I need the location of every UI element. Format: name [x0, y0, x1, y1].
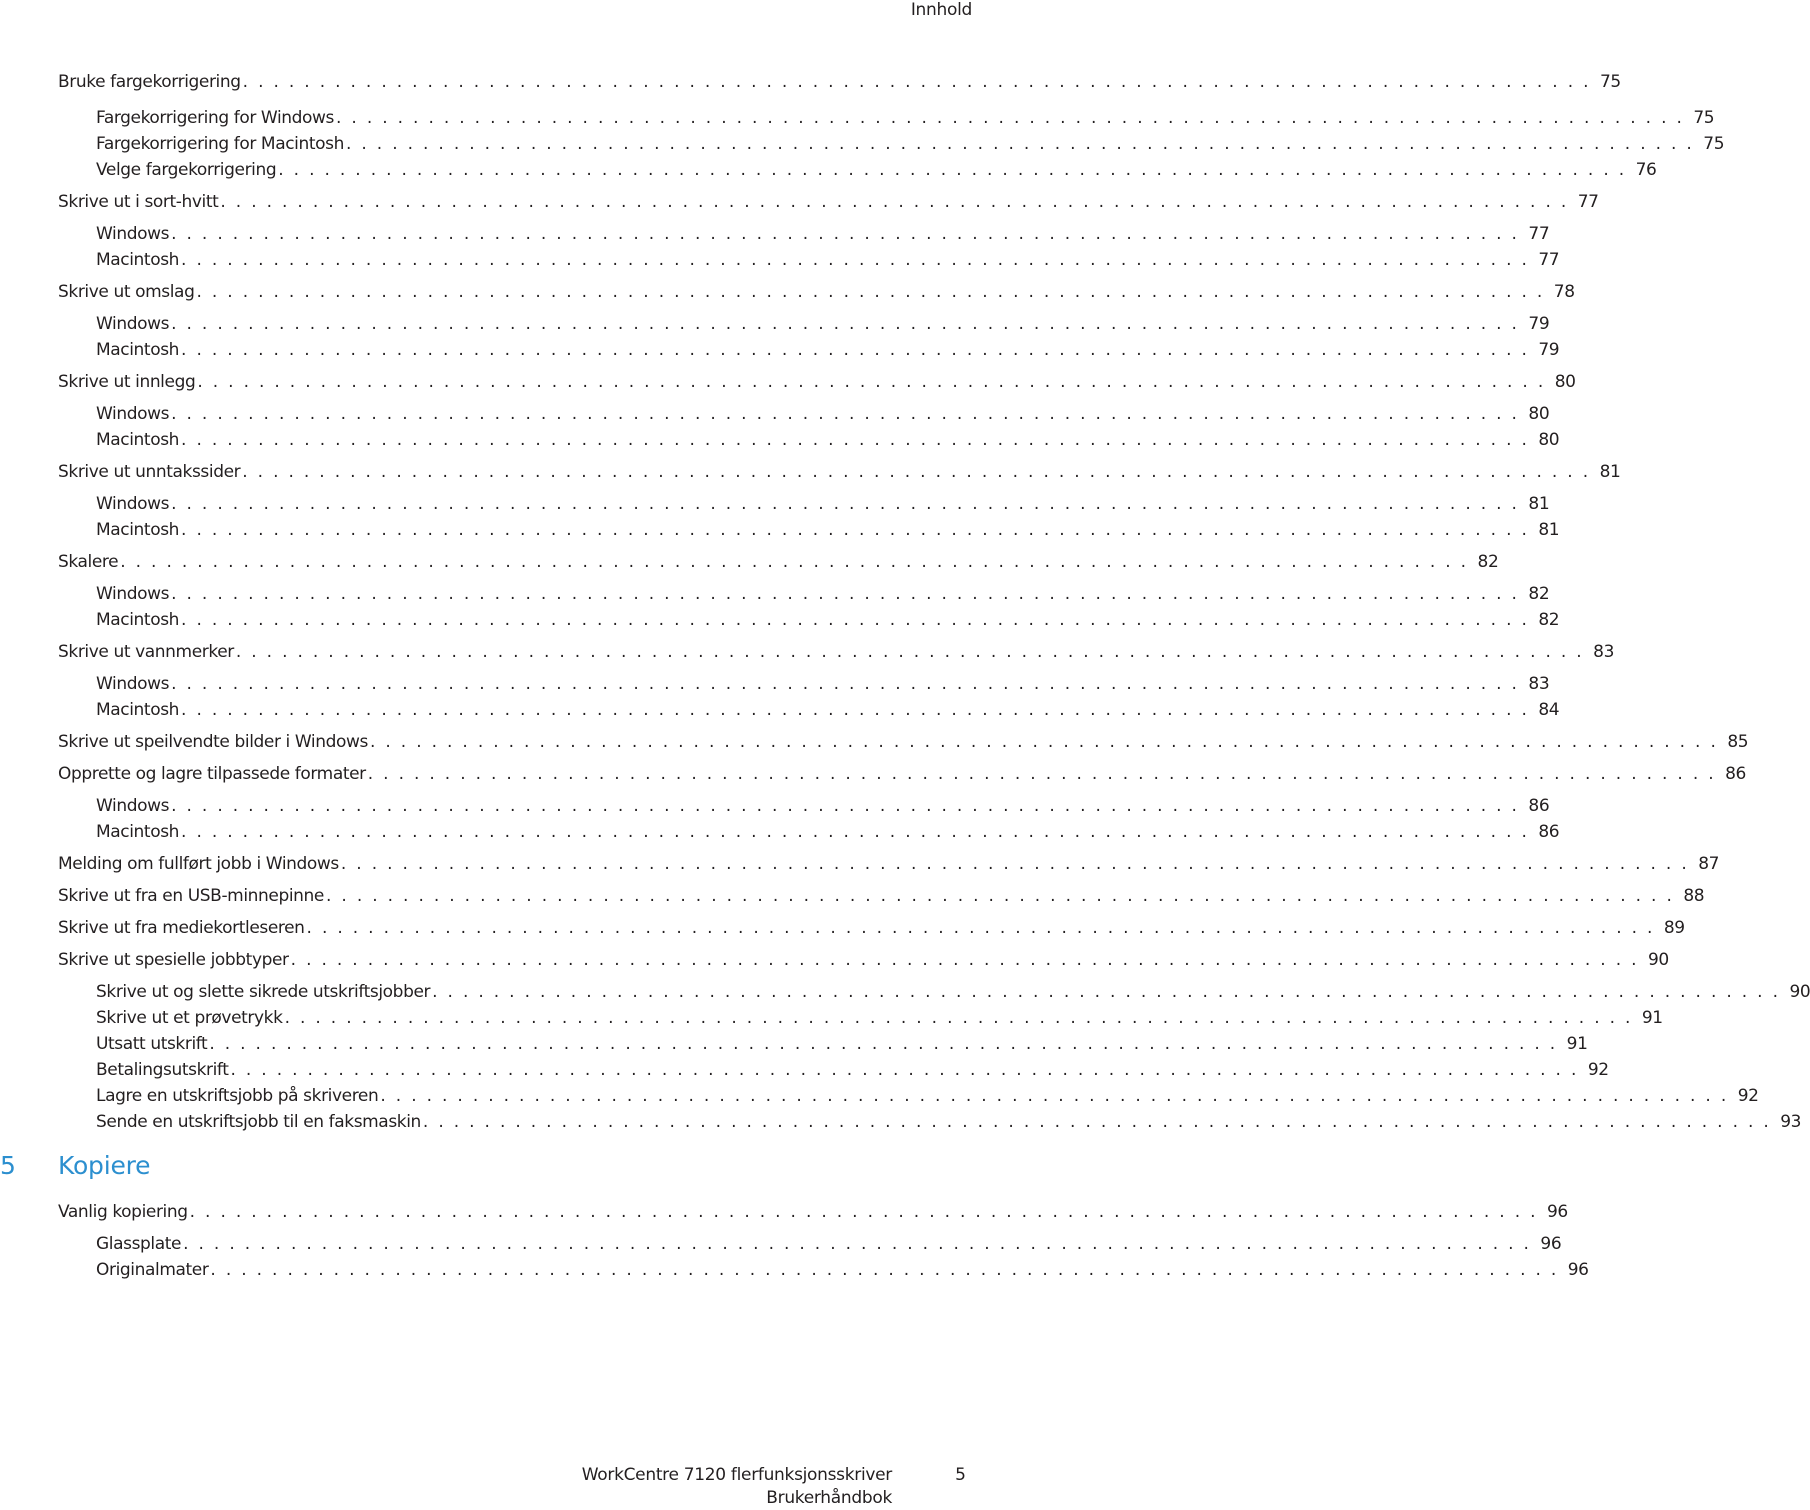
toc-entry-title: Skrive ut i sort-hvitt — [58, 192, 219, 212]
toc-entry[interactable] — [58, 730, 1749, 754]
toc-page-number: 82 — [1538, 610, 1560, 630]
toc-entry[interactable] — [58, 884, 1705, 908]
dot-leader: . . . . . . . . . . . . . . . . . . . . . . . . . . . . . . . . . . . . . . . . . . . . . . . . . . . . . . . . . . . . . . . . . . . . . . . . . . . . . . . . . . . . . . . . — [340, 854, 1690, 874]
dot-leader: . . . . . . . . . . . . . . . . . . . . . . . . . . . . . . . . . . . . . . . . . . . . . . . . . . . . . . . . . . . . . . . . . . . . . . . . . . . . . . . . . . . . . . . . — [183, 1234, 1532, 1254]
toc-entry[interactable] — [96, 402, 1550, 426]
dot-leader: . . . . . . . . . . . . . . . . . . . . . . . . . . . . . . . . . . . . . . . . . . . . . . . . . . . . . . . . . . . . . . . . . . . . . . . . . . . . . . . . . . . . . . . . — [210, 1260, 1559, 1280]
toc-page-number: 93 — [1780, 1112, 1802, 1132]
toc-entry[interactable] — [96, 492, 1550, 516]
chapter-title: Kopiere — [58, 1151, 151, 1180]
toc-entry[interactable] — [58, 948, 1669, 972]
toc-page-number: 88 — [1683, 886, 1705, 906]
dot-leader: . . . . . . . . . . . . . . . . . . . . . . . . . . . . . . . . . . . . . . . . . . . . . . . . . . . . . . . . . . . . . . . . . . . . . . . . . . . . . . . . . . . . . . . . — [171, 796, 1520, 816]
toc-entry[interactable] — [58, 280, 1575, 304]
dot-leader: . . . . . . . . . . . . . . . . . . . . . . . . . . . . . . . . . . . . . . . . . . . . . . . . . . . . . . . . . . . . . . . . . . . . . . . . . . . . . . . . . . . . . . . . — [235, 642, 1585, 662]
dot-leader: . . . . . . . . . . . . . . . . . . . . . . . . . . . . . . . . . . . . . . . . . . . . . . . . . . . . . . . . . . . . . . . . . . . . . . . . . . . . . . . . . . . . . . . . — [181, 700, 1530, 720]
chapter-number: 5 — [0, 1151, 16, 1180]
dot-leader: . . . . . . . . . . . . . . . . . . . . . . . . . . . . . . . . . . . . . . . . . . . . . . . . . . . . . . . . . . . . . . . . . . . . . . . . . . . . . . . . . . . . . . . . — [181, 430, 1530, 450]
toc-page-number: 80 — [1554, 372, 1576, 392]
toc-entry-title: Skrive ut innlegg — [58, 372, 196, 392]
toc-page-number: 81 — [1599, 462, 1621, 482]
footer — [392, 1464, 892, 1510]
toc-page-number: 82 — [1477, 552, 1499, 572]
toc-entry-title: Bruke fargekorrigering — [58, 72, 241, 92]
toc-entry[interactable] — [96, 672, 1550, 696]
toc-page-number: 90 — [1789, 982, 1810, 1002]
toc-entry-title: Skrive ut fra en USB-minnepinne — [58, 886, 324, 906]
toc-entry-title: Betalingsutskrift — [96, 1060, 229, 1080]
toc-page-number: 81 — [1528, 494, 1550, 514]
toc-entry-title: Originalmater — [96, 1260, 209, 1280]
footer-page-number: 5 — [955, 1465, 966, 1485]
dot-leader: . . . . . . . . . . . . . . . . . . . . . . . . . . . . . . . . . . . . . . . . . . . . . . . . . . . . . . . . . . . . . . . . . . . . . . . . . . . . . . . . . . . . . . . . — [120, 552, 1469, 572]
toc-page-number: 79 — [1528, 314, 1550, 334]
toc-entry[interactable] — [58, 190, 1599, 214]
toc-page-number: 76 — [1635, 160, 1657, 180]
toc-entry-title: Skalere — [58, 552, 119, 572]
toc-entry[interactable] — [58, 70, 1621, 94]
dot-leader: . . . . . . . . . . . . . . . . . . . . . . . . . . . . . . . . . . . . . . . . . . . . . . . . . . . . . . . . . . . . . . . . . . . . . . . . . . . . . . . . . . . . . . . . — [336, 108, 1685, 128]
dot-leader: . . . . . . . . . . . . . . . . . . . . . . . . . . . . . . . . . . . . . . . . . . . . . . . . . . . . . . . . . . . . . . . . . . . . . . . . . . . . . . . . . . . . . . . . — [171, 584, 1520, 604]
toc-entry-title: Windows — [96, 494, 170, 514]
toc-entry[interactable] — [58, 762, 1746, 786]
toc-entry-title: Skrive ut spesielle jobbtyper — [58, 950, 289, 970]
toc-page-number: 77 — [1538, 250, 1560, 270]
toc-page-number: 75 — [1599, 72, 1621, 92]
dot-leader: . . . . . . . . . . . . . . . . . . . . . . . . . . . . . . . . . . . . . . . . . . . . . . . . . . . . . . . . . . . . . . . . . . . . . . . . . . . . . . . . . . . . . . . . — [171, 494, 1520, 514]
toc-page-number: 91 — [1641, 1008, 1663, 1028]
dot-leader: . . . . . . . . . . . . . . . . . . . . . . . . . . . . . . . . . . . . . . . . . . . . . . . . . . . . . . . . . . . . . . . . . . . . . . . . . . . . . . . . . . . . . . . . — [171, 674, 1520, 694]
toc-page-number: 91 — [1566, 1034, 1588, 1054]
toc-entry-title: Macintosh — [96, 250, 180, 270]
dot-leader: . . . . . . . . . . . . . . . . . . . . . . . . . . . . . . . . . . . . . . . . . . . . . . . . . . . . . . . . . . . . . . . . . . . . . . . . . . . . . . . . . . . . . . . . — [345, 134, 1695, 154]
toc-page-number: 85 — [1727, 732, 1749, 752]
toc-entry-title: Skrive ut vannmerker — [58, 642, 234, 662]
dot-leader: . . . . . . . . . . . . . . . . . . . . . . . . . . . . . . . . . . . . . . . . . . . . . . . . . . . . . . . . . . . . . . . . . . . . . . . . . . . . . . . . . . . . . . . . — [284, 1008, 1633, 1028]
dot-leader: . . . . . . . . . . . . . . . . . . . . . . . . . . . . . . . . . . . . . . . . . . . . . . . . . . . . . . . . . . . . . . . . . . . . . . . . . . . . . . . . . . . . . . . . — [242, 72, 1591, 92]
toc-entry-title: Melding om fullført jobb i Windows — [58, 854, 339, 874]
dot-leader: . . . . . . . . . . . . . . . . . . . . . . . . . . . . . . . . . . . . . . . . . . . . . . . . . . . . . . . . . . . . . . . . . . . . . . . . . . . . . . . . . . . . . . . . — [220, 192, 1569, 212]
toc-page-number: 96 — [1546, 1202, 1568, 1222]
toc-entry[interactable] — [96, 1232, 1562, 1256]
toc-page-number: 84 — [1538, 700, 1560, 720]
toc-entry[interactable] — [58, 460, 1621, 484]
toc-entry-title: Macintosh — [96, 700, 180, 720]
toc-entry-title: Macintosh — [96, 610, 180, 630]
toc-entry[interactable] — [58, 1200, 1568, 1224]
dot-leader: . . . . . . . . . . . . . . . . . . . . . . . . . . . . . . . . . . . . . . . . . . . . . . . . . . . . . . . . . . . . . . . . . . . . . . . . . . . . . . . . . . . . . . . . — [181, 250, 1530, 270]
toc-page-number: 92 — [1587, 1060, 1609, 1080]
toc-page-number: 81 — [1538, 520, 1560, 540]
toc-entry[interactable] — [96, 698, 1560, 722]
toc-page-number: 82 — [1528, 584, 1550, 604]
toc-entry[interactable] — [58, 852, 1720, 876]
toc-entry[interactable] — [96, 248, 1560, 272]
toc-entry-title: Windows — [96, 674, 170, 694]
dot-leader: . . . . . . . . . . . . . . . . . . . . . . . . . . . . . . . . . . . . . . . . . . . . . . . . . . . . . . . . . . . . . . . . . . . . . . . . . . . . . . . . . . . . . . . . — [326, 886, 1675, 906]
toc-page-number: 92 — [1737, 1086, 1759, 1106]
toc-entry-title: Vanlig kopiering — [58, 1202, 188, 1222]
toc-page-number: 77 — [1577, 192, 1599, 212]
toc-page-number: 96 — [1540, 1234, 1562, 1254]
toc-page-number: 75 — [1693, 108, 1715, 128]
dot-leader: . . . . . . . . . . . . . . . . . . . . . . . . . . . . . . . . . . . . . . . . . . . . . . . . . . . . . . . . . . . . . . . . . . . . . . . . . . . . . . . . . . . . . . . . — [230, 1060, 1579, 1080]
toc-entry-title: Skrive ut omslag — [58, 282, 195, 302]
footer-product: WorkCentre 7120 flerfunksjonsskriver — [581, 1465, 892, 1485]
toc-entry-title: Glassplate — [96, 1234, 182, 1254]
toc-entry-title: Sende en utskriftsjobb til en faksmaskin — [96, 1112, 421, 1132]
toc-entry[interactable] — [96, 106, 1715, 130]
toc-entry-title: Lagre en utskriftsjobb på skriveren — [96, 1086, 379, 1106]
toc-entry[interactable] — [96, 820, 1560, 844]
toc-entry-title: Windows — [96, 224, 170, 244]
toc-entry[interactable] — [96, 608, 1560, 632]
toc-entry[interactable] — [58, 550, 1499, 574]
dot-leader: . . . . . . . . . . . . . . . . . . . . . . . . . . . . . . . . . . . . . . . . . . . . . . . . . . . . . . . . . . . . . . . . . . . . . . . . . . . . . . . . . . . . . . . . — [369, 732, 1719, 752]
dot-leader: . . . . . . . . . . . . . . . . . . . . . . . . . . . . . . . . . . . . . . . . . . . . . . . . . . . . . . . . . . . . . . . . . . . . . . . . . . . . . . . . . . . . . . . . — [181, 340, 1530, 360]
dot-leader: . . . . . . . . . . . . . . . . . . . . . . . . . . . . . . . . . . . . . . . . . . . . . . . . . . . . . . . . . . . . . . . . . . . . . . . . . . . . . . . . . . . . . . . . — [189, 1202, 1538, 1222]
toc-page-number: 79 — [1538, 340, 1560, 360]
toc-page-number: 78 — [1553, 282, 1575, 302]
toc-entry-title: Opprette og lagre tilpassede formater — [58, 764, 366, 784]
toc-entry[interactable] — [96, 222, 1550, 246]
toc-entry[interactable] — [96, 132, 1725, 156]
toc-entry-title: Windows — [96, 584, 170, 604]
toc-entry-title: Utsatt utskrift — [96, 1034, 208, 1054]
dot-leader: . . . . . . . . . . . . . . . . . . . . . . . . . . . . . . . . . . . . . . . . . . . . . . . . . . . . . . . . . . . . . . . . . . . . . . . . . . . . . . . . . . . . . . . . — [181, 520, 1530, 540]
toc-entry-title: Velge fargekorrigering — [96, 160, 277, 180]
toc-page-number: 77 — [1528, 224, 1550, 244]
toc-page-number: 83 — [1528, 674, 1550, 694]
toc-entry[interactable] — [96, 518, 1560, 542]
toc-entry-title: Macintosh — [96, 430, 180, 450]
toc-page-number: 80 — [1538, 430, 1560, 450]
dot-leader: . . . . . . . . . . . . . . . . . . . . . . . . . . . . . . . . . . . . . . . . . . . . . . . . . . . . . . . . . . . . . . . . . . . . . . . . . . . . . . . . . . . . . . . . — [422, 1112, 1772, 1132]
toc-entry-title: Skrive ut unntakssider — [58, 462, 241, 482]
toc-entry[interactable] — [96, 428, 1560, 452]
dot-leader: . . . . . . . . . . . . . . . . . . . . . . . . . . . . . . . . . . . . . . . . . . . . . . . . . . . . . . . . . . . . . . . . . . . . . . . . . . . . . . . . . . . . . . . . — [171, 404, 1520, 424]
toc-page-number: 90 — [1647, 950, 1669, 970]
dot-leader: . . . . . . . . . . . . . . . . . . . . . . . . . . . . . . . . . . . . . . . . . . . . . . . . . . . . . . . . . . . . . . . . . . . . . . . . . . . . . . . . . . . . . . . . — [380, 1086, 1729, 1106]
toc-entry-title: Windows — [96, 314, 170, 334]
toc-entry-title: Fargekorrigering for Macintosh — [96, 134, 344, 154]
dot-leader: . . . . . . . . . . . . . . . . . . . . . . . . . . . . . . . . . . . . . . . . . . . . . . . . . . . . . . . . . . . . . . . . . . . . . . . . . . . . . . . . . . . . . . . . — [432, 982, 1781, 1002]
toc-entry-title: Macintosh — [96, 822, 180, 842]
toc-entry[interactable] — [96, 1006, 1663, 1030]
toc-page-number: 96 — [1567, 1260, 1589, 1280]
toc-page-number: 75 — [1703, 134, 1725, 154]
toc-page-number: 83 — [1593, 642, 1615, 662]
toc-entry[interactable] — [58, 370, 1576, 394]
toc-entry[interactable] — [58, 916, 1685, 940]
dot-leader: . . . . . . . . . . . . . . . . . . . . . . . . . . . . . . . . . . . . . . . . . . . . . . . . . . . . . . . . . . . . . . . . . . . . . . . . . . . . . . . . . . . . . . . . — [278, 160, 1627, 180]
toc-entry[interactable] — [96, 1110, 1802, 1134]
toc-entry[interactable] — [96, 794, 1550, 818]
toc-page-number: 89 — [1663, 918, 1685, 938]
toc-page-number: 86 — [1725, 764, 1746, 784]
toc-entry-title: Skrive ut fra mediekortleseren — [58, 918, 305, 938]
dot-leader: . . . . . . . . . . . . . . . . . . . . . . . . . . . . . . . . . . . . . . . . . . . . . . . . . . . . . . . . . . . . . . . . . . . . . . . . . . . . . . . . . . . . . . . . — [209, 1034, 1558, 1054]
toc-entry[interactable] — [96, 582, 1550, 606]
footer-guide: Brukerhåndbok — [766, 1488, 892, 1508]
toc-entry[interactable] — [96, 980, 1810, 1004]
toc-page-number: 86 — [1538, 822, 1560, 842]
toc-page-number: 87 — [1698, 854, 1720, 874]
toc-entry[interactable] — [96, 338, 1560, 362]
dot-leader: . . . . . . . . . . . . . . . . . . . . . . . . . . . . . . . . . . . . . . . . . . . . . . . . . . . . . . . . . . . . . . . . . . . . . . . . . . . . . . . . . . . . . . . . — [197, 372, 1546, 392]
toc-entry[interactable] — [96, 158, 1657, 182]
toc-entry-title: Skrive ut et prøvetrykk — [96, 1008, 283, 1028]
toc-entry[interactable] — [96, 1032, 1588, 1056]
dot-leader: . . . . . . . . . . . . . . . . . . . . . . . . . . . . . . . . . . . . . . . . . . . . . . . . . . . . . . . . . . . . . . . . . . . . . . . . . . . . . . . . . . . . . . . . — [171, 224, 1520, 244]
toc-entry-title: Skrive ut og slette sikrede utskriftsjobber — [96, 982, 431, 1002]
toc-page-number: 86 — [1528, 796, 1550, 816]
dot-leader: . . . . . . . . . . . . . . . . . . . . . . . . . . . . . . . . . . . . . . . . . . . . . . . . . . . . . . . . . . . . . . . . . . . . . . . . . . . . . . . . . . . . . . . . — [306, 918, 1655, 938]
dot-leader: . . . . . . . . . . . . . . . . . . . . . . . . . . . . . . . . . . . . . . . . . . . . . . . . . . . . . . . . . . . . . . . . . . . . . . . . . . . . . . . . . . . . . . . . — [290, 950, 1639, 970]
chapter-heading[interactable] — [0, 1150, 600, 1182]
toc-entry-title: Macintosh — [96, 520, 180, 540]
toc-entry-title: Skrive ut speilvendte bilder i Windows — [58, 732, 368, 752]
dot-leader: . . . . . . . . . . . . . . . . . . . . . . . . . . . . . . . . . . . . . . . . . . . . . . . . . . . . . . . . . . . . . . . . . . . . . . . . . . . . . . . . . . . . . . . . — [196, 282, 1545, 302]
toc-entry[interactable] — [96, 1058, 1609, 1082]
toc-entry-title: Windows — [96, 796, 170, 816]
toc-entry[interactable] — [96, 1258, 1589, 1282]
toc-entry[interactable] — [96, 1084, 1759, 1108]
toc-entry[interactable] — [58, 640, 1615, 664]
dot-leader: . . . . . . . . . . . . . . . . . . . . . . . . . . . . . . . . . . . . . . . . . . . . . . . . . . . . . . . . . . . . . . . . . . . . . . . . . . . . . . . . . . . . . . . . — [367, 764, 1716, 784]
toc-page-number: 80 — [1528, 404, 1550, 424]
dot-leader: . . . . . . . . . . . . . . . . . . . . . . . . . . . . . . . . . . . . . . . . . . . . . . . . . . . . . . . . . . . . . . . . . . . . . . . . . . . . . . . . . . . . . . . . — [181, 610, 1530, 630]
dot-leader: . . . . . . . . . . . . . . . . . . . . . . . . . . . . . . . . . . . . . . . . . . . . . . . . . . . . . . . . . . . . . . . . . . . . . . . . . . . . . . . . . . . . . . . . — [242, 462, 1591, 482]
toc-entry[interactable] — [96, 312, 1550, 336]
toc-entry-title: Macintosh — [96, 340, 180, 360]
running-header: Innhold — [910, 0, 972, 20]
toc-entry-title: Fargekorrigering for Windows — [96, 108, 335, 128]
dot-leader: . . . . . . . . . . . . . . . . . . . . . . . . . . . . . . . . . . . . . . . . . . . . . . . . . . . . . . . . . . . . . . . . . . . . . . . . . . . . . . . . . . . . . . . . — [181, 822, 1530, 842]
toc-entry-title: Windows — [96, 404, 170, 424]
dot-leader: . . . . . . . . . . . . . . . . . . . . . . . . . . . . . . . . . . . . . . . . . . . . . . . . . . . . . . . . . . . . . . . . . . . . . . . . . . . . . . . . . . . . . . . . — [171, 314, 1520, 334]
